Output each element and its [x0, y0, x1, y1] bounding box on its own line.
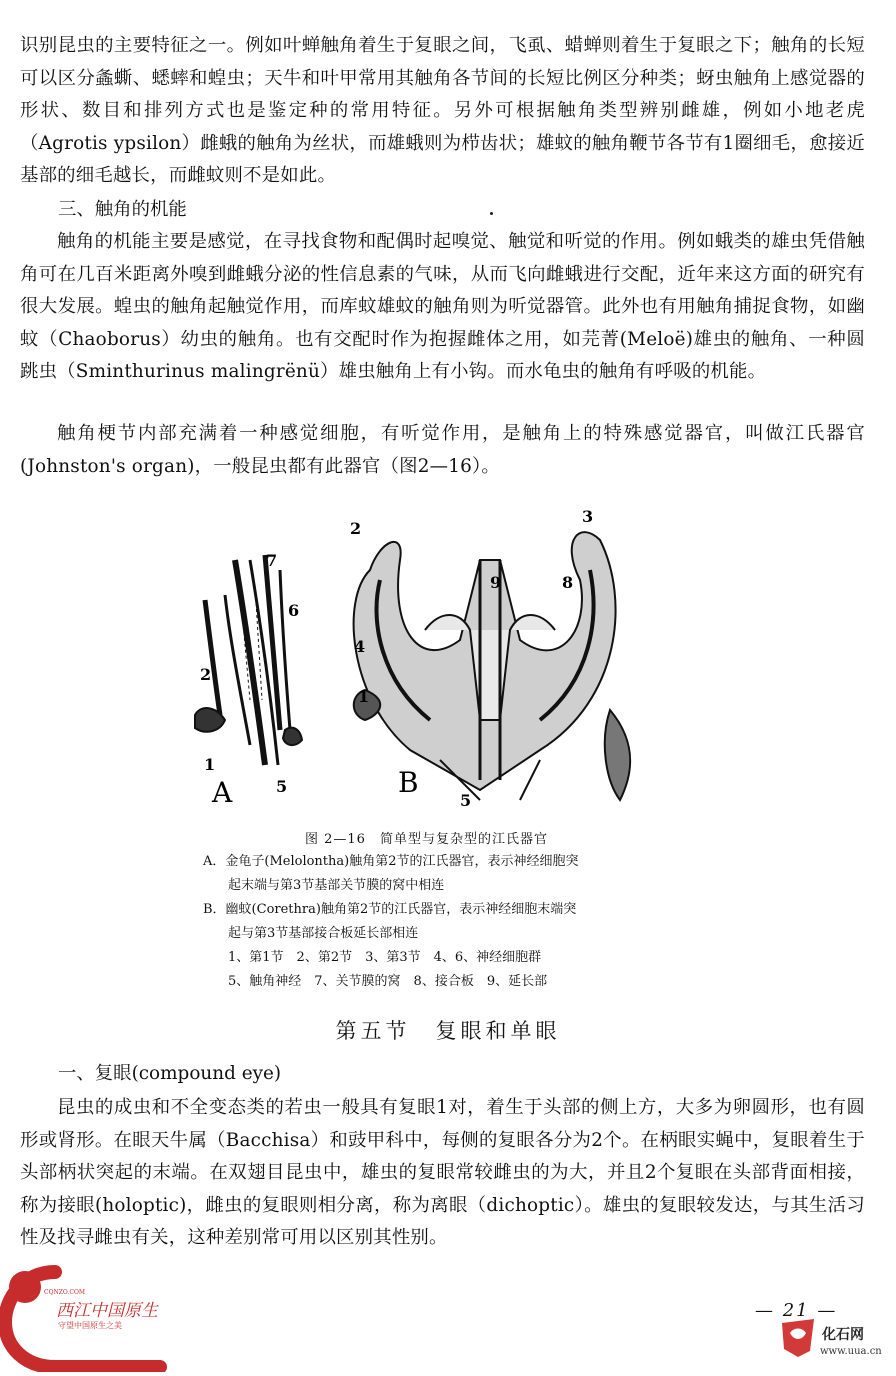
label-b-8: 8	[562, 573, 574, 592]
paragraph-compound-eye: 昆虫的成虫和不全变态类的若虫一般具有复眼1对，着生于头部的侧上方，大多为卵圆形，也有圆形或肾形。在眼天牛属（Bacchisa）和豉甲科中，每侧的复眼各分为2个。在柄眼实蝇中，复眼着生于头部柄状突起的末端。在双翅目昆虫中，雄虫的复眼常较雌虫的为大，并且2个复眼在头部背面相接，称为接眼(holoptic)，雌虫的复眼则相分离，称为离眼（dichoptic）。雄虫的复眼较发达，与其生活习性及找寻雌虫有关，这种差别常可用以区别其性别。	[20, 1097, 865, 1248]
page-number: — 21 —	[755, 1300, 838, 1321]
label-b-4: 4	[354, 637, 366, 656]
label-a-6: 6	[288, 601, 300, 620]
caption-b-line2: 起与第3节基部接合板延长部相连	[228, 926, 419, 941]
figure-illustration	[180, 500, 710, 820]
watermark-left-url: CQNZO.COM	[44, 1289, 86, 1296]
speck	[490, 212, 493, 215]
subsection-heading-compound-eye: 一、复眼(compound eye)	[58, 1063, 282, 1084]
caption-legend1: 1、第1节 2、第2节 3、第3节 4、6、神经细胞群	[228, 950, 542, 965]
panel-a-drawing	[195, 555, 302, 765]
watermark-right-name: 化石网	[822, 1327, 864, 1343]
panel-b-letter: B	[398, 766, 419, 799]
label-a-5: 5	[276, 777, 288, 796]
label-a-2: 2	[200, 665, 212, 684]
caption-a-line1: A．金龟子(Melolontha)触角第2节的江氏器官，表示神经细胞突	[203, 854, 579, 869]
label-a-7: 7	[266, 551, 278, 570]
label-b-2: 2	[350, 519, 362, 538]
caption-b-line1: B．幽蚊(Corethra)触角第2节的江氏器官，表示神经细胞末端突	[203, 902, 577, 917]
paragraph-antenna-features: 识别昆虫的主要特征之一。例如叶蝉触角着生于复眼之间，飞虱、蜡蝉则着生于复眼之下；触角的长短可以区分螽蟖、蟋蟀和蝗虫；天牛和叶甲常用其触角各节间的长短比例区分种类；蚜虫触角上感觉器的形状、数目和排列方式也是鉴定种的常用特征。另外可根据触角类型辨别雌雄，例如小地老虎（Agrotis ypsilon）雌蛾的触角为丝状，而雄蛾则为栉齿状；雄蚊的触角鞭节各节有1圈细毛，愈接近基部的细毛越长，而雌蚊则不是如此。	[20, 35, 865, 186]
caption-legend2: 5、触角神经 7、关节膜的窝 8、接合板 9、延长部	[228, 974, 548, 989]
watermark-left-name: 西江中国原生	[56, 1301, 158, 1321]
label-b-1: 1	[358, 687, 370, 706]
caption-a-line2: 起末端与第3节基部关节膜的窝中相连	[228, 878, 445, 893]
watermark-right-logo	[778, 1315, 818, 1359]
label-b-3: 3	[582, 507, 594, 526]
label-b-9: 9	[490, 573, 502, 592]
section-title: 第五节 复眼和单眼	[335, 1019, 561, 1043]
paragraph-antenna-function: 触角的机能主要是感觉，在寻找食物和配偶时起嗅觉、触觉和听觉的作用。例如蛾类的雄虫凭借触角可在几百米距离外嗅到雌蛾分泌的性信息素的气味，从而飞向雌蛾进行交配，近年来这方面的研究有很大发展。蝗虫的触角起触觉作用，而库蚊雄蚊的触角则为听觉器管。此外也有用触角捕捉食物，如幽蚊（Chaoborus）幼虫的触角。也有交配时作为抱握雌体之用，如芫菁(Meloë)雄虫的触角、一种圆跳虫（Sminthurinus malingrënü）雄虫触角上有小钩。而水龟虫的触角有呼吸的机能。	[20, 231, 865, 382]
label-a-1: 1	[204, 755, 216, 774]
label-b-5: 5	[460, 791, 472, 810]
panel-a-letter: A	[212, 776, 233, 809]
subsection-heading-antenna-function: 三、触角的机能	[58, 199, 187, 220]
watermark-left-subtitle: 守望中国原生之美	[58, 1321, 122, 1330]
figure-caption-title: 图 2—16 简单型与复杂型的江氏器官	[305, 832, 548, 847]
watermark-right-url: www.uua.cn	[820, 1346, 882, 1357]
paragraph-johnston-organ: 触角梗节内部充满着一种感觉细胞，有听觉作用，是触角上的特殊感觉器官，叫做江氏器官(Johnston's organ)，一般昆虫都有此器官（图2—16）。	[20, 423, 865, 477]
figure-johnston-organ	[180, 500, 710, 820]
